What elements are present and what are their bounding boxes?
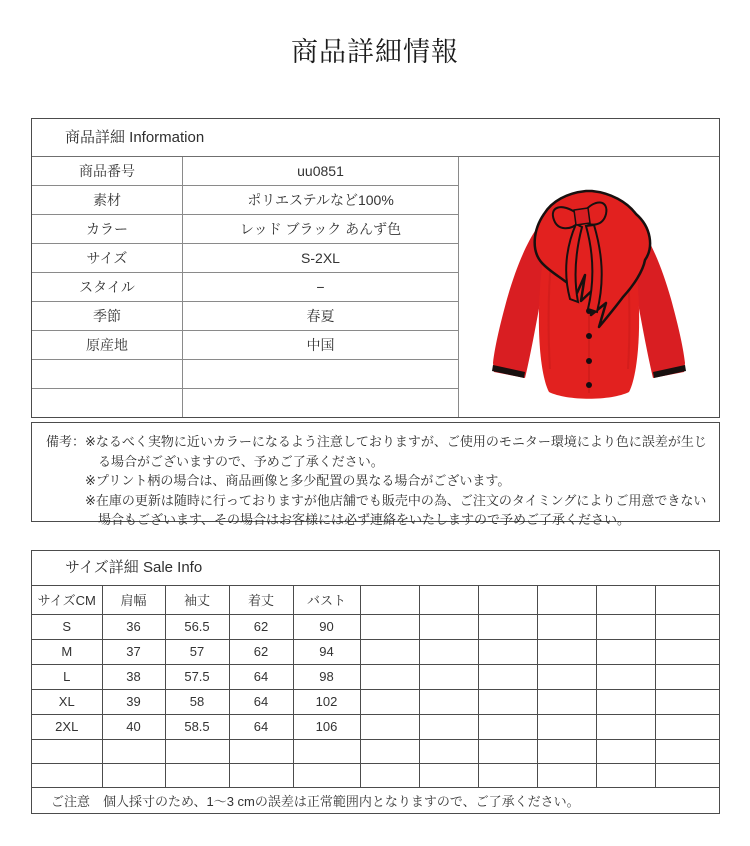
info-row-value-3: S-2XL (183, 244, 458, 273)
size-empty-cell (360, 763, 419, 787)
size-empty-cell (596, 763, 655, 787)
info-row-label-6: 原産地 (32, 331, 182, 360)
info-section (31, 118, 720, 418)
remark-item-0: ※なるべく実物に近いカラーになるよう注意しておりますが、ご使用のモニター環境により色に誤差が生じる場合がございますので、予めご了承ください。 (85, 434, 707, 469)
remarks-items (85, 432, 707, 527)
product-photo-blouse (459, 157, 719, 417)
size-cell-2-4: 98 (293, 664, 360, 689)
size-cell-1-3: 62 (229, 639, 293, 664)
size-cell-2-9 (596, 664, 655, 689)
size-empty-cell (360, 739, 419, 763)
size-cell-2-7 (478, 664, 537, 689)
size-cell-2-1: 38 (102, 664, 165, 689)
size-empty-cell (165, 739, 229, 763)
size-empty-cell (32, 763, 102, 787)
size-empty-cell (32, 739, 102, 763)
size-row-2XL (32, 714, 719, 739)
size-empty-cell (102, 763, 165, 787)
info-row-label-1: 素材 (32, 186, 182, 215)
size-col-header-5 (360, 586, 419, 614)
size-cell-2-3: 64 (229, 664, 293, 689)
info-row-value-0: uu0851 (183, 157, 458, 186)
size-cell-3-3: 64 (229, 689, 293, 714)
size-empty-cell (537, 739, 596, 763)
size-cell-4-7 (478, 714, 537, 739)
size-section-header: サイズ詳細 Sale Info (32, 551, 719, 586)
size-cell-3-9 (596, 689, 655, 714)
remarks-label: 備考： (46, 434, 86, 449)
size-empty-cell (293, 739, 360, 763)
size-cell-0-5 (360, 614, 419, 639)
size-cell-0-0: S (32, 614, 102, 639)
size-cell-2-10 (655, 664, 719, 689)
size-empty-cell (655, 739, 719, 763)
size-cell-4-1: 40 (102, 714, 165, 739)
size-cell-4-10 (655, 714, 719, 739)
info-row-value-4: − (183, 273, 458, 302)
size-cell-4-9 (596, 714, 655, 739)
info-row-label-5: 季節 (32, 302, 182, 331)
size-cell-0-10 (655, 614, 719, 639)
size-empty-row-1 (32, 763, 719, 787)
size-empty-cell (165, 763, 229, 787)
size-empty-row-0 (32, 739, 719, 763)
size-note: ご注意 個人採寸のため、1～3 cmの誤差は正常範囲内となりますので、ご了承ください。 (32, 787, 719, 814)
size-cell-0-3: 62 (229, 614, 293, 639)
size-cell-3-8 (537, 689, 596, 714)
size-empty-cell (293, 763, 360, 787)
info-row-label-4: スタイル (32, 273, 182, 302)
size-row-L (32, 664, 719, 689)
size-cell-3-1: 39 (102, 689, 165, 714)
size-cell-2-5 (360, 664, 419, 689)
size-row-XL (32, 689, 719, 714)
size-cell-0-8 (537, 614, 596, 639)
size-cell-3-7 (478, 689, 537, 714)
size-cell-1-9 (596, 639, 655, 664)
size-row-M (32, 639, 719, 664)
info-value-column (183, 157, 459, 417)
size-cell-0-7 (478, 614, 537, 639)
info-row-label-0: 商品番号 (32, 157, 182, 186)
size-cell-2-0: L (32, 664, 102, 689)
size-cell-1-4: 94 (293, 639, 360, 664)
size-cell-1-1: 37 (102, 639, 165, 664)
size-row-S (32, 614, 719, 639)
remark-item-1: ※プリント柄の場合は、商品画像と多少配置の異なる場合がございます。 (85, 473, 511, 488)
size-col-header-0: サイズCM (32, 586, 102, 614)
size-cell-3-0: XL (32, 689, 102, 714)
size-empty-cell (229, 763, 293, 787)
page-title: 商品詳細情報 (291, 37, 459, 67)
info-row-label-3: サイズ (32, 244, 182, 273)
remarks-section (31, 422, 720, 527)
info-row-label-2: カラー (32, 215, 182, 244)
product-image-cell (459, 157, 719, 417)
size-cell-4-5 (360, 714, 419, 739)
size-cell-1-0: M (32, 639, 102, 664)
size-cell-3-6 (419, 689, 478, 714)
size-cell-3-2: 58 (165, 689, 229, 714)
size-section (31, 550, 720, 814)
size-cell-4-8 (537, 714, 596, 739)
size-col-header-8 (537, 586, 596, 614)
size-col-header-6 (419, 586, 478, 614)
info-row-label-8 (32, 389, 182, 417)
size-cell-2-6 (419, 664, 478, 689)
size-empty-cell (478, 763, 537, 787)
remark-item-2: ※在庫の更新は随時に行っておりますが他店舗でも販売中の為、ご注文のタイミングによりご用意できない場合もございます、その場合はお客様には必ず連絡をいたしますので予めご了承ください。 (85, 492, 707, 527)
size-table (32, 586, 719, 814)
size-col-header-10 (655, 586, 719, 614)
size-cell-4-3: 64 (229, 714, 293, 739)
info-row-label-7 (32, 360, 182, 389)
size-empty-cell (478, 739, 537, 763)
size-col-header-4: バスト (293, 586, 360, 614)
size-col-header-9 (596, 586, 655, 614)
size-empty-cell (229, 739, 293, 763)
size-cell-2-2: 57.5 (165, 664, 229, 689)
size-cell-0-1: 36 (102, 614, 165, 639)
info-row-value-2: レッド ブラック あんず色 (183, 215, 458, 244)
size-header-row (32, 586, 719, 614)
size-col-header-2: 袖丈 (165, 586, 229, 614)
size-empty-cell (655, 763, 719, 787)
size-cell-4-0: 2XL (32, 714, 102, 739)
size-cell-4-6 (419, 714, 478, 739)
info-row-value-5: 春夏 (183, 302, 458, 331)
size-empty-cell (419, 763, 478, 787)
size-cell-0-2: 56.5 (165, 614, 229, 639)
size-empty-cell (537, 763, 596, 787)
size-empty-cell (596, 739, 655, 763)
size-cell-1-5 (360, 639, 419, 664)
info-label-column (32, 157, 183, 417)
size-empty-cell (419, 739, 478, 763)
size-cell-1-7 (478, 639, 537, 664)
size-cell-0-4: 90 (293, 614, 360, 639)
size-cell-1-10 (655, 639, 719, 664)
size-cell-3-4: 102 (293, 689, 360, 714)
size-cell-4-4: 106 (293, 714, 360, 739)
size-cell-4-2: 58.5 (165, 714, 229, 739)
info-row-value-8 (183, 389, 458, 417)
size-cell-0-9 (596, 614, 655, 639)
info-table (32, 157, 719, 417)
info-row-value-6: 中国 (183, 331, 458, 360)
size-cell-3-5 (360, 689, 419, 714)
size-cell-1-8 (537, 639, 596, 664)
size-empty-cell (102, 739, 165, 763)
size-cell-1-2: 57 (165, 639, 229, 664)
size-col-header-1: 肩幅 (102, 586, 165, 614)
size-col-header-3: 着丈 (229, 586, 293, 614)
info-row-value-1: ポリエステルなど100% (183, 186, 458, 215)
size-cell-1-6 (419, 639, 478, 664)
info-row-value-7 (183, 360, 458, 389)
info-section-header: 商品詳細 Information (32, 119, 719, 157)
size-cell-3-10 (655, 689, 719, 714)
size-col-header-7 (478, 586, 537, 614)
size-cell-0-6 (419, 614, 478, 639)
size-cell-2-8 (537, 664, 596, 689)
